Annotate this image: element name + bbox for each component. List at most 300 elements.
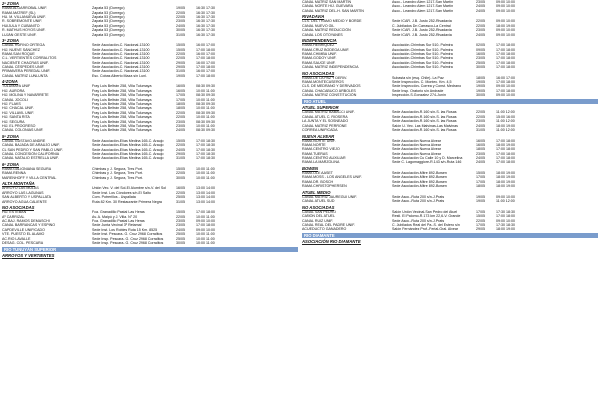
meeting-time: 08:30 09:30 — [196, 110, 215, 115]
entity-name: CANAL COLONIAS UNIF. — [2, 128, 44, 133]
meeting-date: 22/05 — [176, 56, 185, 61]
entity-name: CANAL RUFINO ORTEGA — [2, 43, 45, 48]
meeting-place: Asociación-Chimbas Sur 510- Palmira — [392, 56, 453, 61]
meeting-place: Asociación-Chimbas Sur 510- Palmira — [392, 51, 453, 56]
schedule-row — [302, 227, 598, 231]
section-heading-label: ALTA MONTAÑA — [2, 181, 35, 187]
section-heading-label: ATUEL MEDIO — [302, 189, 331, 195]
entity-name: HIJ. ESTEBAN — [2, 210, 27, 215]
meeting-place: Zapata 53 (Dorrego) — [92, 23, 125, 28]
meeting-time: 16:00 17:00 — [196, 51, 215, 56]
meeting-date: 25/05 — [176, 232, 185, 237]
section-heading-label: INDEPENDENCIA — [302, 38, 337, 44]
meeting-place: Fray Luis Beltrán 258, Villa Tulumaya — [92, 84, 152, 89]
entity-name: CLS. DEL TRAMO MEDIO Y BORDE — [302, 19, 362, 24]
meeting-time: 17:00 18:00 — [496, 151, 515, 156]
meeting-time: 18:00 19:00 — [496, 175, 515, 180]
meeting-date: 22/05 — [476, 110, 485, 115]
entity-name: CANAL BARRANCAS Y ESPINO — [2, 223, 56, 228]
schedule-row — [2, 241, 298, 245]
meeting-time: 17:00 18:30 — [196, 143, 215, 148]
section-heading-label: RIVADAVIA — [302, 14, 325, 20]
meeting-time: 08:30 09:30 — [196, 128, 215, 133]
meeting-time: 17:00 18:00 — [496, 56, 515, 61]
entity-name: CANAL BAJADA DE ARAUJO UNIF. — [2, 143, 60, 148]
section-heading-label: NO ASOCIADAS — [302, 70, 335, 76]
meeting-place: Sede Asociación-Elías Medina 165-C. Araujo — [92, 152, 164, 157]
meeting-time: 16:00 17:00 — [196, 60, 215, 65]
section-heading-label: 6º ZONA — [2, 162, 19, 168]
meeting-date: 25/05 — [476, 60, 485, 65]
entity-name: RAMA SAN ROQUE — [2, 51, 35, 56]
meeting-time: 13:00 14:00 — [196, 190, 215, 195]
meeting-place: Zapata 53 (Dorrego) — [92, 32, 125, 37]
meeting-date: 30/05 — [176, 175, 185, 180]
section-heading-label: 3º ZONA — [2, 38, 19, 44]
meeting-place: Sede Asociación Nueva Alvear — [392, 138, 441, 143]
meeting-date: 31/05 — [176, 69, 185, 74]
meeting-date: 24/05 — [476, 160, 485, 165]
entity-name: ACUEDUCTO GANADERO — [302, 227, 347, 232]
entity-name: CANAL ATUEL C. RIOSERA — [302, 114, 348, 119]
schedule-row — [302, 199, 598, 203]
meeting-date: 22/05 — [176, 14, 185, 19]
meeting-time: 17:00 18:00 — [496, 43, 515, 48]
meeting-place: Zapata 53 (Dorrego) — [92, 6, 125, 11]
meeting-place: Sede Asociación-Mitre 892-Bowen — [392, 179, 447, 184]
meeting-date: 15/05 — [176, 167, 185, 172]
meeting-time: 16:00 17:00 — [196, 43, 215, 48]
meeting-date: 16/05 — [476, 142, 485, 147]
meeting-time: 17:00 18:30 — [196, 152, 215, 157]
entity-name: CANAL MATRIZ LUNLUNTA — [2, 73, 48, 78]
meeting-time: 16:00 17:00 — [496, 75, 515, 80]
meeting-place: Salón Fernández Prof.-Ferial-Gral. Alvear — [392, 227, 459, 232]
entity-name: PRIMAVERA PEREDAL UNIF. — [2, 69, 51, 74]
meeting-time: 18:00 19:00 — [496, 142, 515, 147]
meeting-time: 10:00 11:00 — [196, 123, 215, 128]
meeting-date: 15/05 — [176, 210, 185, 215]
meeting-time: 18:00 19:00 — [496, 227, 515, 232]
meeting-date: 19/05 — [476, 80, 485, 85]
meeting-time: 17:00 18:00 — [496, 47, 515, 52]
meeting-place: Sede Asociación-C. Nacional-13100 — [92, 47, 150, 52]
entity-name: HIJ. SANTA RITA — [2, 115, 30, 120]
schedule-row — [302, 160, 598, 164]
meeting-time: 09:00 10:00 — [196, 218, 215, 223]
meeting-date: 24/05 — [476, 4, 485, 9]
entity-name: RAMA MATREF (SL) — [2, 10, 36, 15]
meeting-place: Asociación-Chimbas Sur 510- Palmira — [392, 43, 453, 48]
meeting-time: 17:30 18:30 — [496, 222, 515, 227]
meeting-time: 17:30 18:30 — [496, 209, 515, 214]
entity-name: R. MATHUS HOYOS UNIF. — [2, 28, 46, 33]
entity-name: CANAL JOCOLI — [2, 97, 28, 102]
entity-name: CANAL LOS OTOYANES — [302, 32, 343, 37]
meeting-date: 25/05 — [176, 236, 185, 241]
meeting-time: 16:30 17:30 — [196, 19, 215, 24]
meeting-date: 17/05 — [476, 179, 485, 184]
entity-name: RAMA CRUZ BODEGA UNIF. — [302, 47, 350, 52]
meeting-time: 09:00 10:00 — [496, 84, 515, 89]
entity-name: SAN ALBERTO Y USPALLATA — [2, 195, 52, 200]
meeting-place: Sede Asociación-Elías Medina 165-C. Araujo — [92, 147, 164, 152]
meeting-date: 18/05 — [476, 147, 485, 152]
meeting-date: 15/05 — [476, 214, 485, 219]
meeting-date: 23/05 — [476, 0, 485, 4]
meeting-time: 10:00 11:00 — [196, 236, 215, 241]
entity-name: RAMA CENTRO AUXILIAR — [302, 156, 346, 161]
meeting-place: Sede Asociación Nueva Alvear — [392, 147, 441, 152]
meeting-place: Sede Asociación-Mitre 892-Bowen — [392, 184, 447, 189]
meeting-date: 23/05 — [176, 218, 185, 223]
meeting-date: 23/05 — [476, 151, 485, 156]
entity-name: RAMA NORTE UNIF. — [302, 138, 336, 143]
meeting-time: 17:00 18:00 — [196, 47, 215, 52]
meeting-place: Chimbas y J. Segura, Tres Port. — [92, 167, 143, 172]
meeting-date: 22/05 — [176, 214, 185, 219]
entity-name: HIJ. FLAKS — [2, 101, 21, 106]
meeting-time: 16:30 17:30 — [196, 14, 215, 19]
entity-name: CANAL MATRIZ CONSTITUCIÓN — [302, 93, 357, 98]
meeting-date: 23/05 — [176, 223, 185, 228]
entity-name: ARROYO LAS LAGUNAS — [2, 190, 44, 195]
entity-name: RAMA CHIMBA UNIF. — [302, 51, 337, 56]
meeting-place: Asociación-Chimbas Sur 510- Palmira — [392, 60, 453, 65]
meeting-date: 17/05 — [476, 209, 485, 214]
meeting-place: Asociación-Chimbas Sur 510- Palmira — [392, 47, 453, 52]
entity-name: RAMA HENRIQUEZ — [302, 43, 335, 48]
meeting-date: 29/05 — [176, 60, 185, 65]
river-band-title: RIO DIAMANTE — [302, 233, 598, 238]
meeting-place: Sede Asociación-C. Nacional-13100 — [92, 56, 150, 61]
meeting-place: Fray Luis Beltrán 258, Villa Tulumaya — [92, 123, 152, 128]
meeting-time: 11:00 12:00 — [496, 119, 515, 124]
entity-name: CANAL MATRIZ INDEPENDENCIA — [302, 65, 359, 70]
meeting-date: 30/05 — [476, 65, 485, 70]
schedule-row — [2, 128, 298, 132]
section-heading-label: ATUEL SUPERIOR — [302, 105, 339, 111]
meeting-date: 22/05 — [176, 143, 185, 148]
meeting-time: 10:00 11:00 — [196, 240, 215, 245]
meeting-date: 16/05 — [476, 138, 485, 143]
section-heading-label: NUEVA ALVEAR — [302, 133, 335, 139]
meeting-time: 17:00 18:00 — [496, 65, 515, 70]
meeting-place: Subasta s/n (esq. Chile)- La Paz — [392, 75, 444, 80]
entity-name: CANAL MATRIZ JAUREGUI UNIF. — [302, 194, 358, 199]
meeting-time: 09:00 10:00 — [496, 0, 515, 4]
meeting-date: 22/05 — [176, 171, 185, 176]
entity-name: CANAL MATRIZ PERRONE — [302, 123, 347, 128]
meeting-date: 15/05 — [476, 171, 485, 176]
meeting-date: 23/05 — [176, 119, 185, 124]
entity-name: C.L. VERTIENTES CORRALITOS — [2, 56, 57, 61]
meeting-time: 17:00 18:30 — [196, 147, 215, 152]
meeting-date: 22/05 — [176, 10, 185, 15]
meeting-time: 10:00 11:00 — [196, 171, 215, 176]
meeting-date: 22/05 — [176, 190, 185, 195]
meeting-place: Sede Inspección- Correa y Const. Medrano — [392, 84, 462, 89]
entity-name: RAMA NORTE — [302, 142, 326, 147]
meeting-date: 24/05 — [176, 23, 185, 28]
meeting-place: Asoc.- Leandro Alem 1217-San Martín — [392, 0, 454, 4]
meeting-time: 17:00 18:30 — [196, 156, 215, 161]
meeting-place: Inspección-S.Gonzalez 274-Junín — [392, 93, 446, 98]
entity-name: RAMA LA MARZOLINA — [302, 160, 340, 165]
meeting-place: Sede Asociación-C. Nacional-13100 — [92, 65, 150, 70]
meeting-date: 22/05 — [476, 218, 485, 223]
meeting-time: 08:30 09:30 — [196, 119, 215, 124]
meeting-place: Sede Junta Vecinal 3º Retamal — [92, 223, 142, 228]
entity-name: RAMA CHRISTOPHERSEN — [302, 184, 347, 189]
meeting-date: 22/05 — [476, 19, 485, 24]
meeting-time: 17:00 18:00 — [496, 60, 515, 65]
entity-name: CANAL MATRIZ BABACCI UNIF. — [302, 110, 355, 115]
meeting-place: Com. Potrerillos - Uspallata — [92, 195, 136, 200]
entity-name: ARROYO LAS MULAS — [2, 186, 39, 191]
meeting-date: 30/05 — [476, 93, 485, 98]
meeting-place: Sede Asociación-Elías Medina 165-C. Araujo — [92, 156, 164, 161]
meeting-place: Sede Asociación-Elías Medina 165-C. Araujo — [92, 138, 164, 143]
entity-name: HU. M. VILLANUEVA UNIF. — [2, 14, 46, 19]
meeting-date: 15/05 — [176, 138, 185, 143]
meeting-time: 08:30 09:30 — [196, 93, 215, 98]
meeting-place: Sede Asociación-R.160 s/n-S. las Rosas — [392, 110, 457, 115]
section-heading-label: BOWEN — [302, 166, 319, 172]
entity-name: ARROYO AGUA CALIENTE — [2, 199, 47, 204]
entity-name: TULUMAYA UNIF — [2, 84, 31, 89]
entity-name: HUIJULA Y CUBANITO — [2, 23, 40, 28]
meeting-place: Fca. Granadillo Pastal Las Heras — [92, 210, 145, 215]
meeting-place: Sede Inst. Pescara- G. Cruz 2968 Corralitos — [92, 232, 163, 237]
meeting-place: Salón U. Vec. Las Malvinas-Las Malvinas — [392, 123, 458, 128]
meeting-date: 02/05 — [476, 43, 485, 48]
meeting-date: 24/05 — [476, 32, 485, 37]
entity-name: CLS. DE MEDRANO Y DERIVADOS — [302, 84, 361, 89]
meeting-date: 17/05 — [176, 93, 185, 98]
meeting-place: Sede Asociación-C. Nacional-13100 — [92, 51, 150, 56]
entity-name: CORREA UNIFICADA — [302, 127, 338, 132]
meeting-time: 17:00 18:00 — [496, 80, 515, 85]
meeting-time: 08:30 09:30 — [196, 84, 215, 89]
meeting-place: Esc. Cobas Alberto Maza s/n Lunl. — [92, 73, 147, 78]
entity-name: RAMA MOSS - LOS ANGELES UNIF. — [302, 175, 362, 180]
meeting-time: 10:00 11:00 — [196, 88, 215, 93]
entity-name: CANAL MATRIZ SAN MARTÍN — [302, 0, 352, 4]
meeting-time: 17:00 18:30 — [196, 138, 215, 143]
meeting-time: 09:00 10:00 — [196, 227, 215, 232]
meeting-date: 17/05 — [476, 222, 485, 227]
meeting-time: 17:00 18:00 — [496, 51, 515, 56]
meeting-date: 23/05 — [476, 119, 485, 124]
meeting-time: 10:00 11:00 — [196, 167, 215, 172]
entity-name: MARENHOFF Y VILLA CENTRAL — [2, 175, 57, 180]
entity-name: CANAL MATRIZ DEL-H. SAN MARTÍN — [302, 8, 364, 13]
meeting-place: Chimbas y J. Segura, Tres Port. — [92, 175, 143, 180]
meeting-place: Sede Asoc.-Ruta 200 s/n-J.Prats — [392, 218, 445, 223]
meeting-time: 17:00 18:00 — [496, 156, 515, 161]
meeting-place: Zapata 53 (Dorrego) — [92, 10, 125, 15]
meeting-time: 16:30 17:30 — [196, 32, 215, 37]
meeting-time: 17:00 18:00 — [496, 88, 515, 93]
entity-name: CANAL CÉSPEDES UNIF. — [2, 65, 45, 70]
meeting-time: 10:00 11:00 — [196, 97, 215, 102]
entity-name: CANAL REAL DEL PADRE UNIF. — [302, 222, 356, 227]
meeting-time: 18:00 19:00 — [496, 184, 515, 189]
meeting-date: 23/05 — [176, 19, 185, 24]
meeting-date: 18/05 — [176, 106, 185, 111]
meeting-place: Sede Asociación-Elías Medina 165-C. Araujo — [92, 143, 164, 148]
meeting-place: Sede Asociación-Mitre 892-Bowen — [392, 171, 447, 176]
entity-name: CANAL NUEVO GIL — [302, 23, 335, 28]
meeting-place: Sede Inst. Los Cóndores s/n-El Salto — [92, 190, 151, 195]
entity-name: RAMA GODOY UNIF. — [302, 56, 337, 61]
meeting-date: 22/05 — [476, 23, 485, 28]
meeting-time: 11:00 12:00 — [496, 110, 515, 115]
entity-name: HIJ. SEGURA — [2, 119, 25, 124]
meeting-time: 17:00 18:00 — [496, 160, 515, 165]
meeting-date: 19/05 — [176, 6, 185, 11]
meeting-time: 11:00 12:00 — [496, 199, 515, 204]
section-heading-label: NO ASOCIADAS — [302, 204, 335, 210]
meeting-place: Fray Luis Beltrán 258, Villa Tulumaya — [92, 97, 152, 102]
meeting-date: 16/05 — [176, 84, 185, 89]
section-heading-label: ASOCIACIÓN RIO DIAMANTE — [302, 239, 361, 245]
meeting-date: 23/05 — [176, 123, 185, 128]
meeting-date: 31/05 — [176, 32, 185, 37]
meeting-time: 17:00 18:00 — [496, 138, 515, 143]
meeting-date: 19/05 — [476, 84, 485, 89]
meeting-date: 31/05 — [176, 199, 185, 204]
left-column — [2, 0, 298, 258]
meeting-date: 29/05 — [176, 65, 185, 70]
meeting-time: 16:30 17:30 — [196, 23, 215, 28]
meeting-time: 09:00 10:00 — [496, 4, 515, 9]
meeting-place: Sede Insp. Oratorio s/n Andrade — [392, 88, 444, 93]
meeting-date: 19/05 — [176, 73, 185, 78]
section-heading-label: NO ASOCIADAS — [2, 205, 35, 211]
meeting-date: 24/05 — [176, 128, 185, 133]
entity-name: LUJÁN OESTE UNIF. — [2, 32, 37, 37]
entity-name: RAMA MONTECASEROS — [302, 80, 344, 85]
schedule-row — [302, 65, 598, 69]
meeting-date: 22/05 — [176, 51, 185, 56]
entity-name: CANAL CONCESIÓN CALIFORNIA — [2, 152, 60, 157]
entity-name: CANAL SAN PEDRO — [302, 209, 337, 214]
meeting-date: 18/05 — [176, 101, 185, 106]
meeting-time: 09:00 10:00 — [496, 93, 515, 98]
meeting-place: Zapata 53 (Dorrego) — [92, 14, 125, 19]
meeting-date: 24/05 — [476, 156, 485, 161]
schedule-row — [2, 156, 298, 160]
meeting-place: C. Jubilados Real del Pa.-S. del Estero s/n — [392, 222, 460, 227]
meeting-date: 17/05 — [476, 175, 485, 180]
meeting-date: 19/05 — [476, 88, 485, 93]
meeting-date: 31/05 — [476, 127, 485, 132]
meeting-time: 09:00 10:00 — [496, 218, 515, 223]
entity-name: LA JUNTA Y EL SOSNEADO — [302, 119, 349, 124]
meeting-date: 29/05 — [176, 152, 185, 157]
meeting-place: Sede C. Lagomaggiore-R.143 s/n-Ruta 146 — [392, 160, 462, 165]
entity-name: CL SAN PEDRO Y SAN PABLO UNIF. — [2, 147, 63, 152]
entity-name: RAMA DE LA PAZ Y DERIV. — [302, 75, 348, 80]
meeting-place: Sede Asociación-C. Nacional-13100 — [92, 43, 150, 48]
entity-name: RAMA RENNA — [2, 171, 26, 176]
meeting-place: Fray Luis Beltrán 258, Villa Tulumaya — [92, 106, 152, 111]
entity-name: HIJ. VILLAVIL UNIF. — [2, 110, 35, 115]
meeting-place: Fca. Granadillo Pastal Las Heras — [92, 218, 145, 223]
meeting-place: Av. A. Maipú y J. Villa. N° 20 — [92, 214, 138, 219]
meeting-time: 18:00 19:00 — [496, 171, 515, 176]
entity-name: CANAL RUIZ UNIF. — [302, 218, 334, 223]
meeting-time: 17:00 18:00 — [196, 56, 215, 61]
meeting-time: 18:00 19:00 — [496, 179, 515, 184]
entity-name: RAMA GALIGNIANA SEGURA — [2, 167, 52, 172]
entity-name: HIJ. EL PROGRESO — [2, 123, 36, 128]
right-column — [302, 0, 598, 244]
meeting-date: 29/05 — [476, 227, 485, 232]
meeting-place: Fray Luis Beltrán 258, Villa Tulumaya — [92, 88, 152, 93]
section-heading-label: 4ºZONA — [2, 79, 18, 85]
meeting-time: 09:00 10:00 — [496, 19, 515, 24]
meeting-date: 15/05 — [176, 43, 185, 48]
meeting-place: Fray Luis Beltrán 258, Villa Tulumaya — [92, 115, 152, 120]
meeting-place: Chimbas y J. Segura, Tres Port. — [92, 171, 143, 176]
meeting-date: 18/05 — [476, 75, 485, 80]
entity-name: R. SOBREMONTE UNIF. — [2, 19, 43, 24]
meeting-place: Sede Insp. Pescara- G. Cruz 2968 Corralitos — [92, 240, 164, 245]
meeting-place: Sede ICAR. J.B. Justo 252-Rivadavia — [392, 32, 452, 37]
meeting-place: Salón Unión Vecinal-San Pedro del Atuel — [392, 209, 458, 214]
entity-name: HIJ. NUEVE SÁNCHEZ — [2, 47, 40, 52]
section-heading-label: 5º ZONA — [2, 133, 19, 139]
meeting-place: Sede Asociación Nueva Alvear — [392, 151, 441, 156]
meeting-date: 19/05 — [476, 194, 485, 199]
entity-name: RAMA DR. BOSCH — [302, 179, 334, 184]
meeting-place: Fray Luis Beltrán 258, Villa Tulumaya — [92, 93, 152, 98]
meeting-time: 18:00 19:00 — [496, 123, 515, 128]
meeting-date: 24/05 — [476, 8, 485, 13]
meeting-time: 18:00 19:00 — [496, 23, 515, 28]
meeting-date: 25/05 — [176, 195, 185, 200]
schedule-row — [2, 176, 298, 180]
entity-name: VTE. PUESTO EL ALAMO — [2, 232, 45, 237]
meeting-place: Sede Asociación-Mitre 892-Bowen — [392, 175, 447, 180]
meeting-date: 22/05 — [176, 115, 185, 120]
meeting-place: Sede Asociación Nueva Alvear — [392, 142, 441, 147]
meeting-time: 16:30 17:30 — [196, 28, 215, 33]
meeting-place: Restl. El Palomo-R.173 km 22,6-V. Grande — [392, 214, 461, 219]
meeting-place: Sede ICAR. J.B. Justo 252-Rivadavia — [392, 19, 452, 24]
meeting-date: 24/05 — [176, 147, 185, 152]
entity-name: Aº CARRIZAL — [2, 214, 25, 219]
meeting-date: 16/05 — [176, 88, 185, 93]
schedule-row — [302, 93, 598, 97]
meeting-place: Sede ICAR. J.B. Justo 252-Rivadavia — [392, 28, 452, 33]
schedule-row — [302, 184, 598, 188]
meeting-date: 31/05 — [176, 156, 185, 161]
meeting-date: 19/05 — [476, 199, 485, 204]
meeting-place: Sede Asociación-R.160 s/n-S. las Rosas — [392, 127, 457, 132]
entity-name: NACIENTE CHACRAS UNIF. — [2, 60, 49, 65]
entity-name: CAPDEVILLE UNIFICADO — [2, 227, 45, 232]
meeting-time: 16:30 17:30 — [196, 6, 215, 11]
entity-name: RAMA SAUCE UNIF. — [302, 60, 336, 65]
river-band-title: RIO ATUEL — [302, 99, 598, 104]
meeting-date: 17/05 — [176, 97, 185, 102]
meeting-time: 09:00 10:00 — [496, 32, 515, 37]
meeting-time: 08:30 09:30 — [196, 101, 215, 106]
